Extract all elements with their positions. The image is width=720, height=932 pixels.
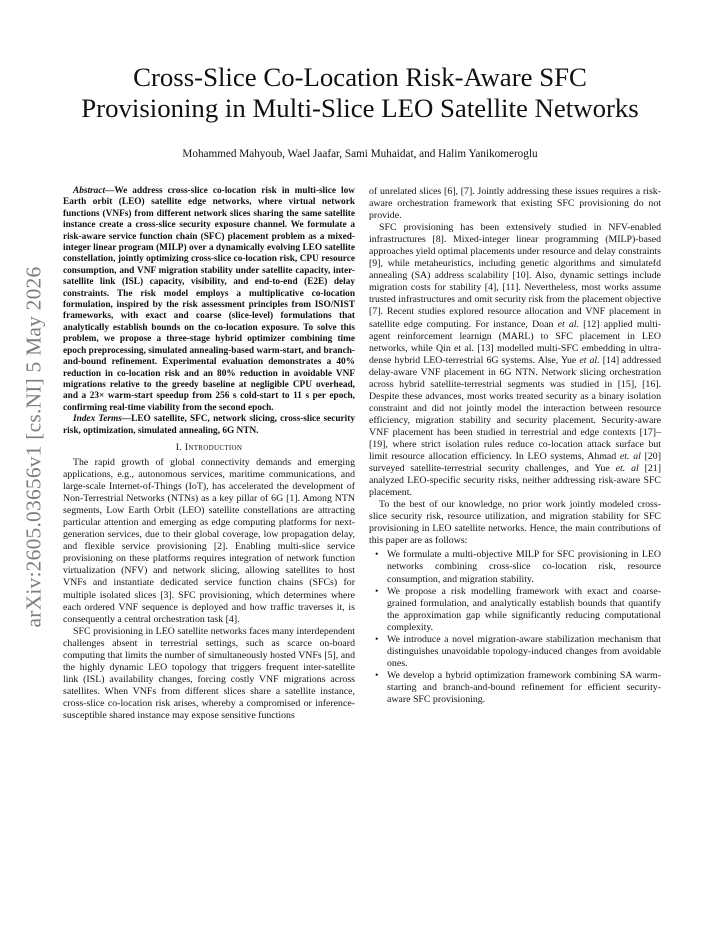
title-line-1: Cross-Slice Co-Location Risk-Aware SFC <box>133 62 587 92</box>
bullet-icon: • <box>375 585 379 597</box>
bullet-icon: • <box>375 669 379 681</box>
author-list: Mohammed Mahyoub, Wael Jaafar, Sami Muhaidat, and Halim Yanikomeroglu <box>182 148 538 160</box>
contribution-item <box>369 634 661 670</box>
bullet-icon: • <box>375 549 379 561</box>
bullet-icon: • <box>375 633 379 645</box>
intro-paragraph-2-continued: of unrelated slices [6], [7]. Jointly addressing these issues requires a risk-aware orchestration framework that existing SFC provisioning do not provide. <box>369 186 661 222</box>
contribution-text: We formulate a multi-objective MILP for SFC provisioning in LEO networks combining cross-slice co-location risk, resource consumption, and migration stability. <box>387 549 661 585</box>
abstract-text: We address cross-slice co-location risk in multi-slice low Earth orbit (LEO) satellite edge networks, where virtual network functions (VNFs) from different network slices sharing the same satellite instance create a cross-slice security exposure channel. We formulate a risk-aware service function chain (SFC) placement problem as a mixed-integer linear program (MILP) over a dynamically evolving LEO satellite constellation, jointly optimizing cross-slice co-location risk, CPU resource consumption, and VNF migration stability under satellite capacity, inter-satellite link (ISL) capacity, visibility, and end-to-end (E2E) delay constraints. The risk model employs a multiplicative co-location formulation, inspired by the risk assessment principles from ISO/NIST frameworks, with exact and coarse (slice-level) formulations that analytically establish bounds on the co-location exposure. To solve this problem, we propose a three-stage hybrid optimizer combining time epoch preprocessing, simulated annealing-based warm-start, and branch-and-bound refinement. Experimental evaluation demonstrates a 40% reduction in co-location risk and an 80% reduction in avoidable VNF migrations relative to the greedy baseline at negligible CPU overhead, and a 23× warm-start speedup from 256 s cold-start to 11 s per epoch, confirming real-time viability from the second epoch. <box>63 186 355 413</box>
related-work-part-d: [20] surveyed satellite-terrestrial security challenges, and Yue <box>369 451 661 475</box>
related-work-part-b: [12] applied multi-agent reinforcement learnign (MARL) to SFC placement in LEO networks, while Qin et al. [13] modelled multi-SFC embedding in ultra-dense hybrid LEO-terrestrial 6G systems. Alse, Yue <box>369 318 661 366</box>
related-work-part-e: [21] analyzed LEO-specific security risks, neither addressing risk-aware SFC placement. <box>369 463 661 499</box>
contribution-text: We introduce a novel migration-aware stabilization mechanism that distinguishes unavoidable topology-induced changes from avoidable ones. <box>387 633 661 669</box>
et-al-yue: et al. <box>579 354 600 366</box>
right-column <box>369 186 661 706</box>
contribution-item <box>369 549 661 585</box>
left-column <box>63 186 355 722</box>
contribution-text: We propose a risk modelling framework with exact and coarse-grained formulation, and analytically establish bounds that quantify the approximation gap while significantly reducing computational complexity. <box>387 585 661 633</box>
index-terms-text: LEO satellite, SFC, network slicing, cross-slice security risk, optimization, simulated annealing, 6G NTN. <box>63 414 355 436</box>
contribution-item <box>369 670 661 706</box>
contribution-item <box>369 586 661 634</box>
related-work-part-a: SFC provisioning has been extensively studied in NFV-enabled infrastructures [8]. Mixed-integer linear programming (MILP)-based approaches yield optimal placements under resource and delay constraints [9], while metaheuristics, including genetic algorithms and simulatefd annealing (SA) address scalability [10]. Also, dynamic settings include migration costs for stability [4], [11]. Nevertheless, most works assume trusted infrastructures and omit security risk from the placement objective [7]. Recent studies explored resource allocation and VNF placement in satellite edge computing. For instance, Doan <box>369 222 661 330</box>
paper-title <box>40 62 680 124</box>
section-heading-introduction: I. Introduction <box>175 441 243 453</box>
title-line-2: Provisioning in Multi-Slice LEO Satellite Networks <box>81 93 639 123</box>
abstract-label: Abstract <box>73 186 106 196</box>
intro-paragraph-1: The rapid growth of global connectivity demands and emerging applications, e.g., autonomous services, maritime communications, and large-scale Internet-of-Things (IoT), has accelerated the development of Non-Terrestrial Networks (NTNs) as a key pillar of 6G [1]. Among NTN segments, Low Earth Orbit (LEO) satellite constellations are attracting particular attention and emerging as edge computing platforms for next-generation services, due to their global coverage, low propagation delay, and flexible service provisioning [2]. Enabling multi-slice service provisioning on these platforms requires integration of network function virtualization (NFV) and network slicing, allowing satellites to host VNFs and instantiate dedicated service function chains (SFCs) for multiple isolated slices [3]. SFC provisioning, which determines where each ordered VNF sequence is deployed and how traffic traverses it, is consequently a central orchestration task [4]. <box>63 456 355 625</box>
contribution-text: We develop a hybrid optimization framework combining SA warm-starting and branch-and-bound refinement for efficient security-aware SFC provisioning. <box>387 669 661 705</box>
et-al-doan: et al. <box>557 318 579 330</box>
et-al-yue-2: et. al <box>615 463 639 475</box>
index-terms-label: Index Terms <box>73 414 122 425</box>
related-work-part-c: [14] addressed delay-aware VNF placement in 6G NTN. Network slicing orchestration across hybrid satellite-terrestrial segments was studied in [15], [16]. Despite these advances, most works treated security as a binary isolation constraint and did not jointly model the interaction between resource efficiency, migration stability and security placement. Security-aware VNF placement has been studied in terrestrial and edge contexts [17]–[19], where strict isolation rules reduce co-location attack surface but limit resource allocation efficiency. In LEO systems, Ahmad <box>369 354 661 463</box>
contributions-list <box>369 549 661 706</box>
index-terms: Index Terms—LEO satellite, SFC, network slicing, cross-slice security risk, optimization, simulated annealing, 6G NTN. <box>63 414 355 436</box>
arxiv-id-text: arXiv:2605.03656v1 [cs.NI] 5 May 2026 <box>21 266 46 628</box>
intro-paragraph-2: SFC provisioning in LEO satellite networks faces many interdependent challenges absent in terrestrial settings, such as scarce on-board computing that limits the number of simultaneously hosted VNFs [5], and the highly dynamic LEO topology that triggers frequent inter-satellite link (ISL) availability changes, forcing costly VNF migrations across satellites. When VNFs from different slices share a satellite instance, cross-slice co-location risk arises, whereby a compromised or inference-susceptible shared instance may expose sensitive functions <box>63 625 355 721</box>
contributions-intro: To the best of our knowledge, no prior work jointly modeled cross-slice security risk, resource utilization, and migration stability for SFC provisioning in LEO satellite networks. Hence, the main contributions of this paper are as follows: <box>369 499 661 547</box>
abstract: Abstract—We address cross-slice co-location risk in multi-slice low Earth orbit (LEO) satellite edge networks, where virtual network functions (VNFs) from different network slices sharing the same satellite instance create a cross-slice security exposure channel. We formulate a risk-aware service function chain (SFC) placement problem as a mixed-integer linear program (MILP) over a dynamically evolving LEO satellite constellation, jointly optimizing cross-slice co-location risk, CPU resource consumption, and VNF migration stability under satellite capacity, inter-satellite link (ISL) capacity, visibility, and end-to-end (E2E) delay constraints. The risk model employs a multiplicative co-location formulation, inspired by the risk assessment principles from ISO/NIST frameworks, with exact and coarse (slice-level) formulations that analytically establish bounds on the co-location exposure. To solve this problem, we propose a three-stage hybrid optimizer combining time epoch preprocessing, simulated annealing-based warm-start, and branch-and-bound refinement. Experimental evaluation demonstrates a 40% reduction in co-location risk and an 80% reduction in avoidable VNF migrations relative to the greedy baseline at negligible CPU overhead, and a 23× warm-start speedup from 256 s cold-start to 11 s per epoch, confirming real-time viability from the second epoch. <box>63 186 355 413</box>
related-work-paragraph <box>369 222 661 499</box>
et-al-ahmad: et. al <box>619 451 641 463</box>
arxiv-margin-identifier <box>14 232 54 662</box>
